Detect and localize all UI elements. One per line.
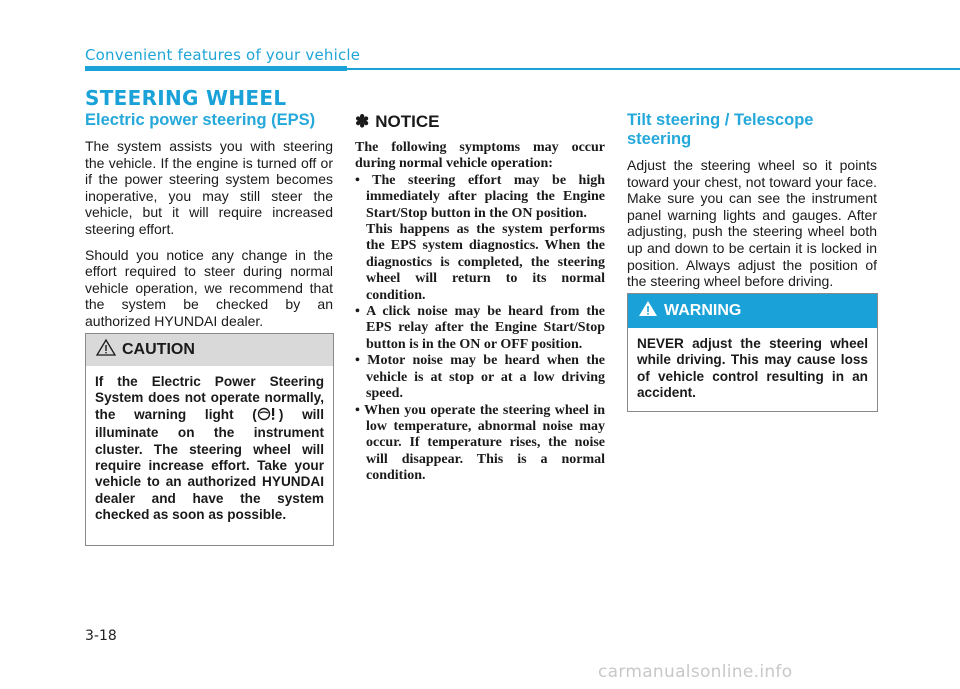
warning-triangle-icon bbox=[638, 300, 658, 322]
caution-triangle-icon bbox=[96, 339, 116, 361]
header-rule-thick bbox=[85, 66, 347, 71]
notice-item-3: • Motor noise may be heard when the vehicle is at stop or at a low driving speed. bbox=[355, 353, 605, 402]
header-title: Convenient features of your vehicle bbox=[85, 46, 361, 64]
column-tilt bbox=[627, 108, 877, 299]
warning-header bbox=[628, 294, 877, 328]
caution-header bbox=[86, 334, 333, 366]
notice-intro: The following symptoms may occur during normal vehicle operation: bbox=[355, 140, 605, 172]
caution-text-after: ) will illuminate on the instrument cluster. The steering wheel will require increase effort. Take your vehicle to an authorized HYUNDAI dealer and have the system checked as soon as possible. bbox=[95, 406, 324, 523]
notice-item-1-continuation: This happens as the system performs the EPS system diagnostics. When the diagnostics is completed, the steering wheel will return to its normal condition. bbox=[366, 222, 605, 303]
warning-title: WARNING bbox=[664, 302, 742, 319]
notice-list bbox=[355, 173, 605, 485]
notice-item-4: • When you operate the steering wheel in low temperature, abnormal noise may occur. If temperature rises, the noise will disappear. This is a normal condition. bbox=[355, 402, 605, 484]
page-number: 3-18 bbox=[85, 628, 117, 644]
notice-body bbox=[355, 140, 605, 485]
eps-paragraph-1: The system assists you with steering the vehicle. If the engine is turned off or if the power steering system becomes inoperative, you may still steer the vehicle, but it will require increased steering effort. bbox=[85, 138, 333, 237]
eps-warning-light-icon bbox=[257, 407, 279, 425]
warning-box bbox=[627, 293, 878, 412]
column-notice bbox=[355, 108, 605, 485]
notice-star-icon: ✽ bbox=[355, 112, 370, 131]
notice-item-2: • A click noise may be heard from the EPS relay after the Engine Start/Stop button is in the ON or OFF position. bbox=[355, 304, 605, 352]
notice-item-1: • The steering effort may be high immediately after placing the Engine Start/Stop button in the ON position. bbox=[355, 172, 605, 221]
tilt-paragraph: Adjust the steering wheel so it points toward your chest, not toward your face. Make sure you can see the instrument panel warning lights and gauges. After adjusting, push the steering wheel both up and down to be certain it is locked in position. Always adjust the position of the steering wheel before driving. bbox=[627, 157, 877, 290]
warning-body: NEVER adjust the steering wheel while driving. This may cause loss of vehicle control resulting in an accident. bbox=[637, 336, 868, 401]
notice-heading bbox=[355, 112, 605, 132]
header-rule-thin bbox=[347, 68, 960, 70]
watermark: carmanualsonline.info bbox=[598, 662, 793, 682]
eps-heading: Electric power steering (EPS) bbox=[85, 111, 316, 129]
eps-paragraph-2: Should you notice any change in the effort required to steer during normal vehicle operation, we recommend that the system be checked by an authorized HYUNDAI dealer. bbox=[85, 246, 333, 329]
caution-text-before: If the Electric Power Steering System does not operate normally, the warning light ( bbox=[95, 374, 324, 422]
tilt-heading: Tilt steering / Telescope steering bbox=[627, 111, 814, 148]
notice-title: NOTICE bbox=[375, 112, 440, 131]
caution-body bbox=[86, 366, 333, 532]
section-title: STEERING WHEEL bbox=[85, 86, 287, 110]
caution-box bbox=[85, 333, 334, 546]
column-eps bbox=[85, 108, 333, 339]
caution-title: CAUTION bbox=[122, 341, 195, 358]
